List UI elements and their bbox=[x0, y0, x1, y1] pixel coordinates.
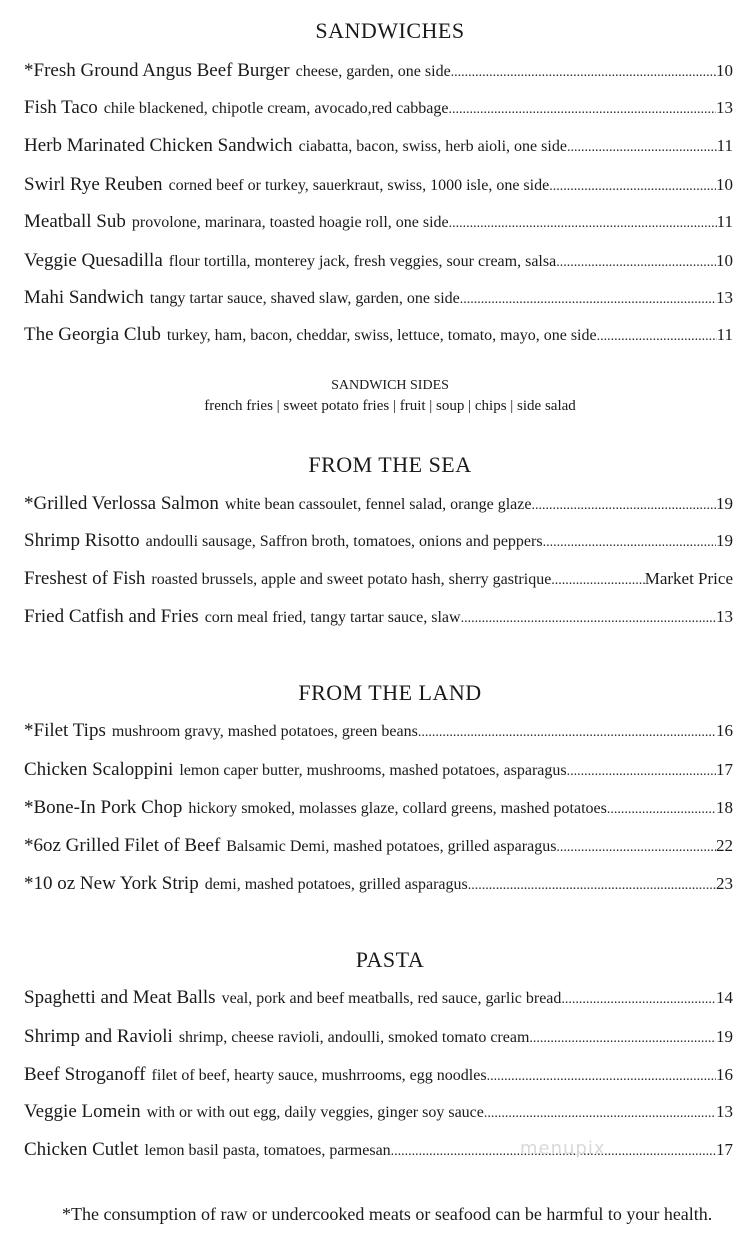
item-name: Spaghetti and Meat Balls bbox=[24, 987, 216, 1008]
menu-item bbox=[24, 530, 733, 554]
item-price: 13 bbox=[716, 288, 733, 307]
dot-leader bbox=[567, 761, 716, 783]
dot-leader bbox=[549, 176, 716, 198]
item-name: Veggie Quesadilla bbox=[24, 250, 163, 271]
item-price: 11 bbox=[716, 212, 733, 231]
menu-item bbox=[24, 250, 733, 274]
item-desc: Balsamic Demi, mashed potatoes, grilled asparagus bbox=[226, 838, 557, 855]
item-price: 19 bbox=[716, 531, 733, 550]
item-desc: corned beef or turkey, sauerkraut, swiss, 1000 isle, one side bbox=[168, 177, 550, 194]
item-name: Fried Catfish and Fries bbox=[24, 606, 199, 627]
menu-item bbox=[24, 987, 733, 1011]
menu-item bbox=[24, 873, 733, 897]
dot-leader bbox=[543, 532, 716, 554]
item-price: 16 bbox=[716, 721, 733, 740]
item-price: 13 bbox=[716, 1102, 733, 1121]
item-desc: andoulli sausage, Saffron broth, tomatoes, onions and peppers bbox=[145, 533, 543, 550]
dot-leader bbox=[461, 608, 716, 630]
health-disclaimer: *The consumption of raw or undercooked meats or seafood can be harmful to your health. bbox=[62, 1204, 713, 1224]
item-name: The Georgia Club bbox=[24, 324, 161, 345]
item-desc: mushroom gravy, mashed potatoes, green beans bbox=[111, 723, 418, 740]
item-name: *10 oz New York Strip bbox=[24, 873, 199, 894]
item-desc: provolone, marinara, toasted hoagie roll, one side bbox=[131, 214, 449, 231]
menu-item bbox=[24, 759, 733, 783]
item-price: 19 bbox=[716, 494, 733, 513]
item-price: 10 bbox=[716, 61, 733, 80]
item-price: 17 bbox=[716, 1140, 733, 1159]
item-price: 13 bbox=[716, 98, 733, 117]
item-desc: demi, mashed potatoes, grilled asparagus bbox=[204, 876, 468, 893]
item-desc: veal, pork and beef meatballs, red sauce, garlic bread bbox=[221, 990, 562, 1007]
item-desc: hickory smoked, molasses glaze, collard greens, mashed potatoes bbox=[188, 800, 607, 817]
item-desc: lemon basil pasta, tomatoes, parmesan bbox=[144, 1142, 391, 1159]
menu-item bbox=[24, 1026, 733, 1050]
item-desc: ciabatta, bacon, swiss, herb aioli, one side bbox=[298, 138, 567, 155]
item-price: 10 bbox=[716, 251, 733, 270]
item-desc: with or with out egg, daily veggies, ginger soy sauce bbox=[146, 1104, 484, 1121]
item-name: Chicken Scaloppini bbox=[24, 759, 174, 780]
menu-item bbox=[24, 60, 733, 84]
section-title-sandwiches: SANDWICHES bbox=[315, 18, 465, 43]
dot-leader bbox=[451, 62, 716, 84]
menu-item bbox=[24, 135, 733, 159]
menu-item bbox=[24, 97, 733, 121]
dot-leader bbox=[487, 1066, 716, 1088]
dot-leader bbox=[561, 989, 716, 1011]
dot-leader bbox=[531, 495, 716, 517]
item-name: Fish Taco bbox=[24, 97, 98, 118]
sandwich-sides-title: SANDWICH SIDES bbox=[331, 378, 449, 393]
dot-leader bbox=[449, 213, 717, 235]
menu-item bbox=[24, 720, 733, 744]
menu-item bbox=[24, 211, 733, 235]
menu-item bbox=[24, 1101, 733, 1125]
section-title-from-the-sea: FROM THE SEA bbox=[308, 452, 472, 477]
item-desc: flour tortilla, monterey jack, fresh veggies, sour cream, salsa bbox=[168, 253, 557, 270]
item-name: *Grilled Verlossa Salmon bbox=[24, 493, 219, 514]
menu-item bbox=[24, 324, 733, 348]
menu-item bbox=[24, 797, 733, 821]
item-desc: chile blackened, chipotle cream, avocado,red cabbage bbox=[103, 100, 449, 117]
sandwich-sides-list: french fries | sweet potato fries | fruit | soup | chips | side salad bbox=[204, 398, 576, 414]
item-desc: tangy tartar sauce, shaved slaw, garden, one side bbox=[149, 290, 460, 307]
dot-leader bbox=[556, 837, 716, 859]
item-price: 11 bbox=[716, 136, 733, 155]
item-price: Market Price bbox=[644, 569, 733, 588]
dot-leader bbox=[418, 722, 716, 744]
item-price: 11 bbox=[716, 325, 733, 344]
menu-item bbox=[24, 835, 733, 859]
dot-leader bbox=[551, 570, 644, 592]
item-desc: filet of beef, hearty sauce, mushrrooms, egg noodles bbox=[151, 1067, 487, 1084]
item-price: 17 bbox=[716, 760, 733, 779]
item-desc: lemon caper butter, mushrooms, mashed potatoes, asparagus bbox=[179, 762, 567, 779]
item-name: Freshest of Fish bbox=[24, 568, 146, 589]
item-name: *Fresh Ground Angus Beef Burger bbox=[24, 60, 290, 81]
menu-item bbox=[24, 493, 733, 517]
item-name: Swirl Rye Reuben bbox=[24, 174, 163, 195]
item-price: 14 bbox=[716, 988, 733, 1007]
dot-leader bbox=[449, 99, 717, 121]
item-price: 10 bbox=[716, 175, 733, 194]
item-price: 18 bbox=[716, 798, 733, 817]
item-name: *Bone-In Pork Chop bbox=[24, 797, 183, 818]
dot-leader bbox=[607, 799, 716, 821]
item-price: 19 bbox=[716, 1027, 733, 1046]
item-price: 16 bbox=[716, 1065, 733, 1084]
item-name: *6oz Grilled Filet of Beef bbox=[24, 835, 221, 856]
item-name: Herb Marinated Chicken Sandwich bbox=[24, 135, 293, 156]
dot-leader bbox=[529, 1028, 716, 1050]
dot-leader bbox=[567, 137, 717, 159]
menu-item bbox=[24, 1139, 733, 1163]
menu-item bbox=[24, 287, 733, 311]
item-name: Veggie Lomein bbox=[24, 1101, 141, 1122]
item-name: *Filet Tips bbox=[24, 720, 106, 741]
dot-leader bbox=[597, 326, 717, 348]
item-price: 13 bbox=[716, 607, 733, 626]
item-desc: white bean cassoulet, fennel salad, orange glaze bbox=[224, 496, 532, 513]
dot-leader bbox=[460, 289, 716, 311]
watermark-text: menupix bbox=[520, 1138, 606, 1159]
item-name: Shrimp Risotto bbox=[24, 530, 140, 551]
menu-item bbox=[24, 174, 733, 198]
item-desc: cheese, garden, one side bbox=[295, 63, 451, 80]
item-name: Chicken Cutlet bbox=[24, 1139, 139, 1160]
menu-item bbox=[24, 568, 733, 592]
item-desc: shrimp, cheese ravioli, andoulli, smoked tomato cream bbox=[178, 1029, 530, 1046]
item-name: Beef Stroganoff bbox=[24, 1064, 146, 1085]
item-desc: turkey, ham, bacon, cheddar, swiss, lettuce, tomato, mayo, one side bbox=[166, 327, 597, 344]
dot-leader bbox=[556, 252, 716, 274]
dot-leader bbox=[484, 1103, 716, 1125]
item-desc: corn meal fried, tangy tartar sauce, slaw bbox=[204, 609, 461, 626]
section-title-from-the-land: FROM THE LAND bbox=[298, 680, 482, 705]
item-name: Shrimp and Ravioli bbox=[24, 1026, 173, 1047]
dot-leader bbox=[468, 875, 716, 897]
item-desc: roasted brussels, apple and sweet potato hash, sherry gastrique bbox=[151, 571, 552, 588]
menu-item bbox=[24, 1064, 733, 1088]
item-price: 23 bbox=[716, 874, 733, 893]
item-price: 22 bbox=[716, 836, 733, 855]
item-name: Mahi Sandwich bbox=[24, 287, 144, 308]
item-name: Meatball Sub bbox=[24, 211, 126, 232]
menu-item bbox=[24, 606, 733, 630]
section-title-pasta: PASTA bbox=[355, 947, 425, 972]
